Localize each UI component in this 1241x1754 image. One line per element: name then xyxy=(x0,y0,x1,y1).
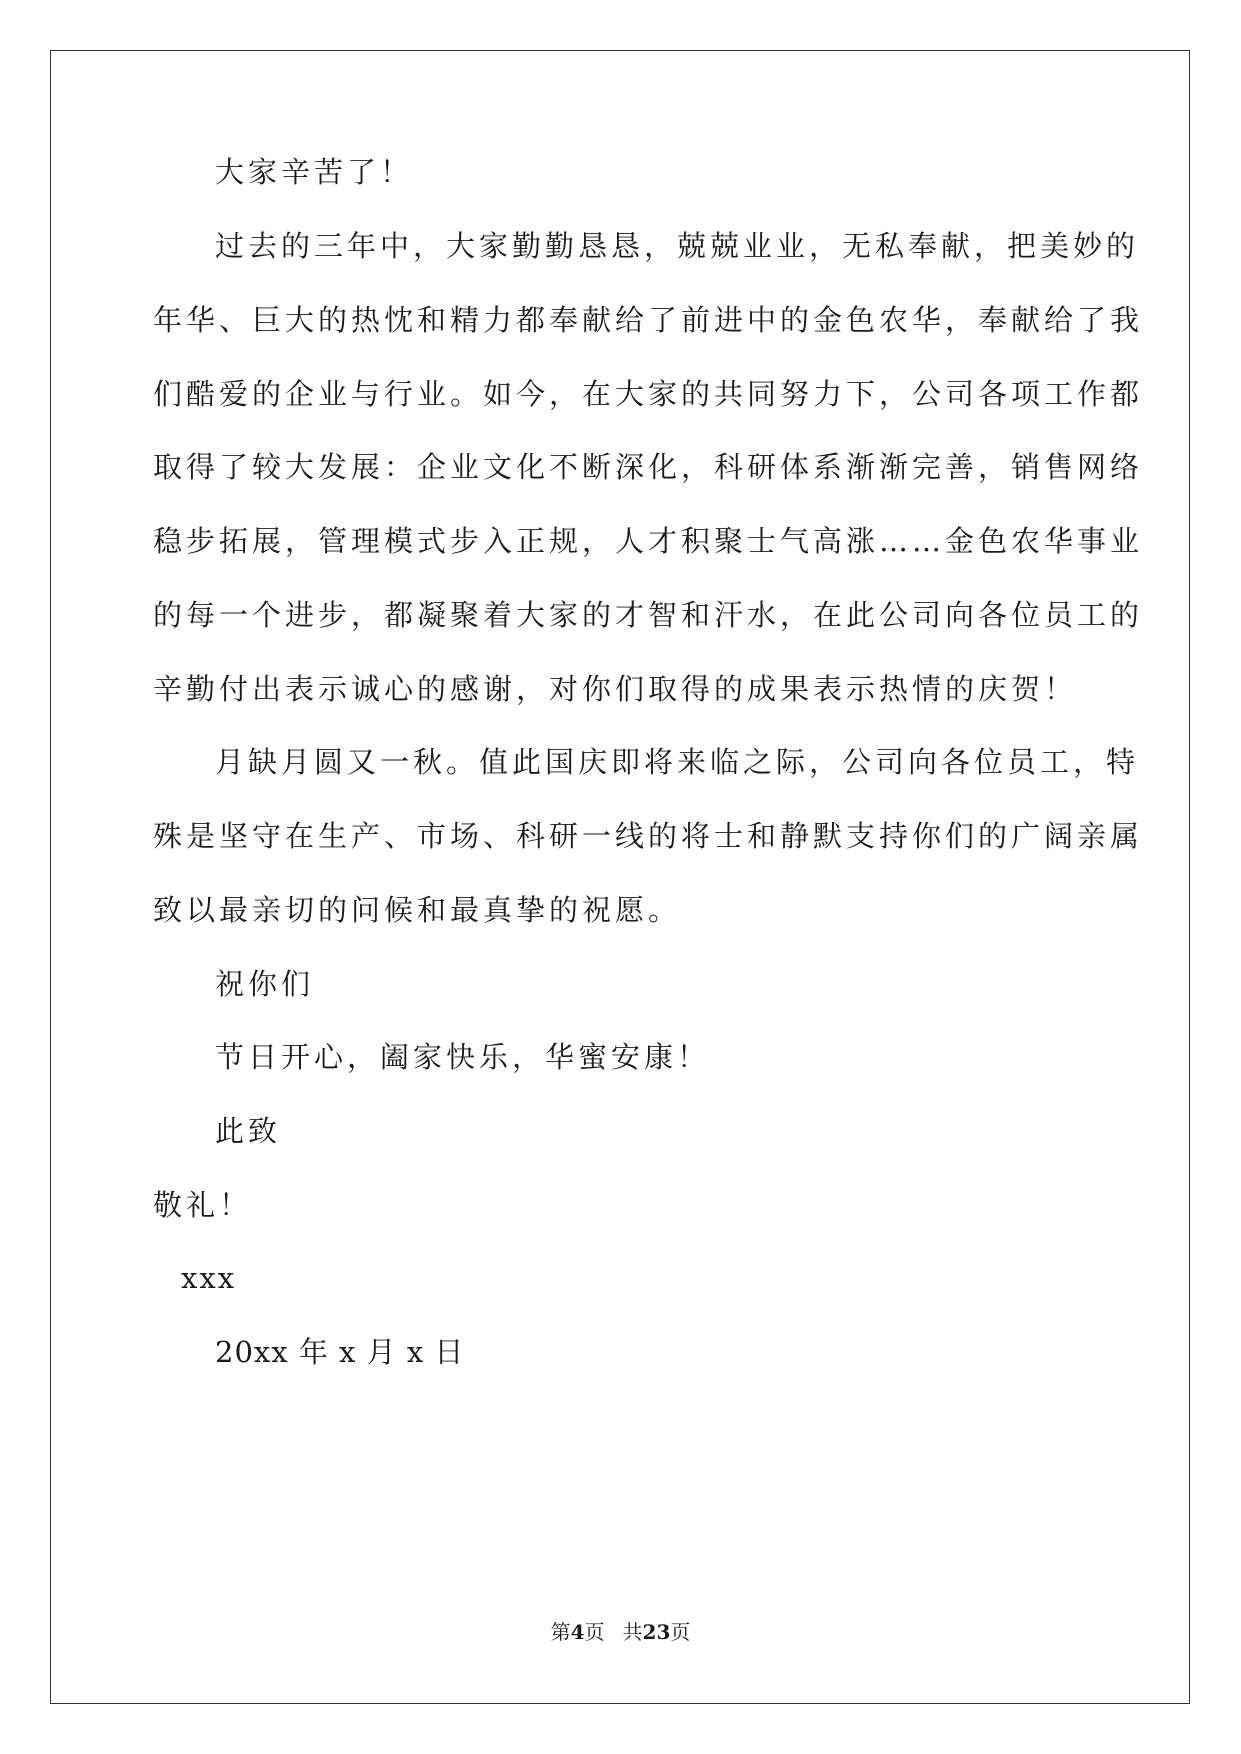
greeting: 大家辛苦了！ xyxy=(215,155,414,189)
paragraph-1-line-5: 稳步拓展，管理模式步入正规，人才积聚士气高涨……金色农华事业 xyxy=(153,524,1144,558)
signature: xxx xyxy=(181,1261,237,1295)
page-border xyxy=(50,50,1190,1704)
paragraph-1-line-3: 们酷爱的企业与行业。如今，在大家的共同努力下，公司各项工作都 xyxy=(153,377,1144,411)
footer-total-prefix: 共 xyxy=(622,1620,643,1644)
paragraph-1-line-6: 的每一个进步，都凝聚着大家的才智和汗水，在此公司向各位员工的 xyxy=(153,598,1144,632)
footer-total-suffix: 页 xyxy=(670,1620,691,1644)
paragraph-1-line-4: 取得了较大发展：企业文化不断深化，科研体系渐渐完善，销售网络 xyxy=(153,450,1144,484)
footer-page-mid: 页 xyxy=(584,1620,605,1644)
closing: 此致 xyxy=(215,1114,282,1148)
footer-page-current: 4 xyxy=(570,1620,585,1644)
footer-page-total: 23 xyxy=(642,1620,671,1644)
paragraph-1-line-7: 辛勤付出表示诚心的感谢，对你们取得的成果表示热情的庆贺！ xyxy=(153,672,1078,706)
paragraph-2-line-1: 月缺月圆又一秋。值此国庆即将来临之际，公司向各位员工，特 xyxy=(215,745,1140,779)
paragraph-1-line-1: 过去的三年中，大家勤勤恳恳，兢兢业业，无私奉献，把美妙的 xyxy=(215,229,1140,263)
paragraph-2-line-2: 殊是坚守在生产、市场、科研一线的将士和静默支持你们的广阔亲属 xyxy=(153,819,1144,853)
paragraph-2-line-3: 致以最亲切的问候和最真挚的祝愿。 xyxy=(153,893,682,927)
wish-text: 节日开心，阖家快乐，华蜜安康！ xyxy=(215,1040,711,1074)
paragraph-1-line-2: 年华、巨大的热忱和精力都奉献给了前进中的金色农华，奉献给了我 xyxy=(153,303,1144,337)
salute: 敬礼！ xyxy=(153,1188,253,1222)
wish-intro: 祝你们 xyxy=(215,967,315,1001)
footer-page-prefix: 第 xyxy=(550,1620,571,1644)
page-footer xyxy=(0,1620,1241,1644)
date: 20xx 年 x 月 x 日 xyxy=(215,1335,465,1369)
